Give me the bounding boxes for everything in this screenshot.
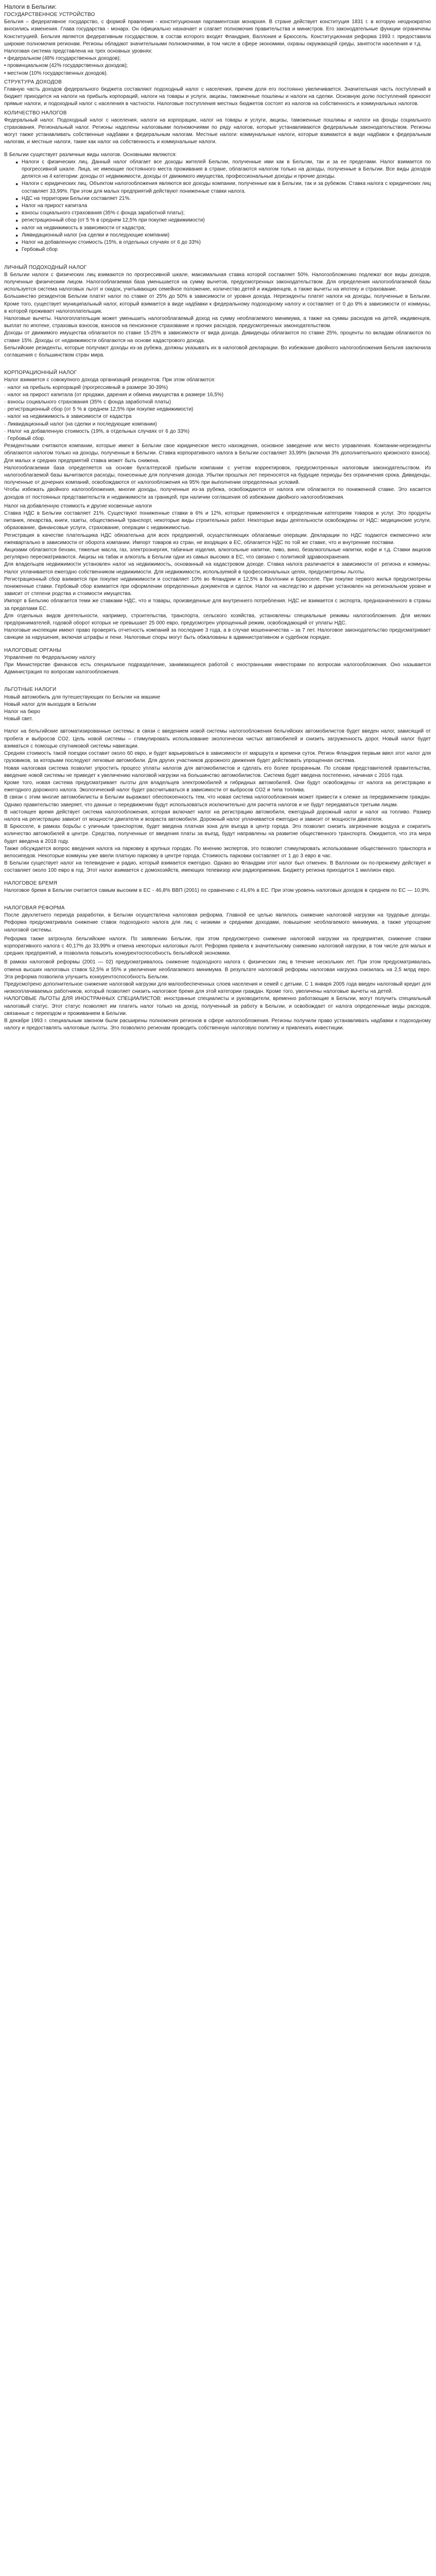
- paragraph: Реформа также затронула бельгийские налоги. По заявлению Бельгии, при этом предусмотрено снижение налоговой нагрузки на предприятия, снижение ставки корпоративного налога с 40,17% до 33,99% и отмена некоторых налоговых льгот. Реформа привела к значительному снижению налоговой нагрузки, в том числе для малых и средних предприятий, и позволила повысить конкурентоспособность бельгийской экономики.: [4, 936, 431, 957]
- paragraph: В Бельгии существует налог на телевидение и радио, который взимается ежегодно. Однако во Фландрии этот налог был отменен. В Валлонии он по-прежнему действует и составляет около 100 евро в год. Этот налог взимается с домохозяйств, имеющих телевизор или радиоприемник. Бюджету региона приходится 1 миллион евро.: [4, 860, 431, 874]
- paragraph: В связи с этим многие автомобилисты в Бельгии выражают обеспокоенность тем, что новая система налогообложения может привести к слежке за передвижением граждан. Однако правительство заверяет, что данные о передвижении будут использоваться исключительно для расчета налогов и не будут передаваться третьим лицам.: [4, 794, 431, 808]
- paragraph: · Налог на добавленную стоимость (19%, в отдельных случаях от 6 до 33%): [4, 428, 190, 434]
- list-item-text: Налог на добавленную стоимость (15%, в отдельных случаях от 6 до 33%): [22, 240, 201, 246]
- list-item: • провинциальном (42% государственных доходов);: [4, 63, 128, 69]
- paragraph: · налог на недвижимость в зависимости от кадастра: [4, 414, 132, 420]
- list-item-text: Налоги с физических лиц. Данный налог облагает все доходы жителей Бельгии, полученные ими как в Бельгии, так и за ее пределами. Налог взимается по прогрессивной шкале. Лица, не имеющие постоянного места проживания в стране, облагаются налогом только на доходы, полученные в Бельгии. Все виды доходов делятся на 4 категории: доходы от недвижимости, доходы от движимого имущества, профессиональные доходы и прочие доходы.: [22, 159, 431, 180]
- tax-types-list: [4, 159, 431, 254]
- paragraph: Предусмотрено дополнительное снижение налоговой нагрузки для малообеспеченных слоев населения и семей с детьми. С 1 января 2005 года введен налоговый кредит для низкооплачиваемых работников, который позволяет снизить налоговое бремя для этой категории граждан. Кроме того, увеличены налоговые вычеты на детей.: [4, 981, 431, 995]
- paragraph: В декабре 1993 г. специальным законом были расширены полномочия регионов в сфере налогообложения. Регионы получили право устанавливать надбавки к подоходному налогу и предоставлять налоговые льготы. Это позволило регионам проводить собственную налоговую политику и привлекать инвестиции.: [4, 1018, 431, 1031]
- paragraph: В Бельгии налоги с физических лиц взимаются по прогрессивной шкале, максимальная ставка которой составляет 50%. Налогообложению подлежат все виды доходов, полученные физическим лицом. Налогооблагаемая база уменьшается на сумму вычетов, предусмотренных законодательством. Для определения налогооблагаемой базы используется система налоговых льгот и скидок, учитывающих семейное положение, количество детей и иждивенцев, а также вычеты на ипотеку и страхование.: [4, 272, 431, 293]
- paragraph: · Ликвидационный налог (на сделки и последующие компании): [4, 421, 157, 427]
- bullet-icon: ●: [15, 218, 19, 224]
- article: [0, 0, 436, 1042]
- section-tax-reform: [4, 905, 431, 1032]
- list-item: • федеральном (48% государственных доходов);: [4, 56, 121, 62]
- paragraph: В настоящее время действует система налогообложения, которая включает налог на регистрацию автомобиля, ежегодный дорожный налог и налог на топливо. Размер налога на регистрацию зависит от мощности двигателя и возраста автомобиля. Дорожный налог уплачивается ежегодно и зависит от мощности двигателя.: [4, 809, 431, 822]
- paragraph: Налоговая система представлена на трех основных уровнях:: [4, 48, 153, 55]
- paragraph: Доходы от движимого имущества облагаются по ставке 15-25% в зависимости от вида дохода. Дивиденды облагаются по ставке 25%, проценты по вкладам облагаются по ставке 15%. Доходы от недвижимости облагаются на основе кадастрового дохода.: [4, 330, 431, 344]
- paragraph: Ставка НДС в Бельгии составляет 21%. Существуют пониженные ставки в 6% и 12%, которые применяются к определенным категориям товаров и услуг. Это продукты питания, лекарства, книги, газеты, общественный транспорт, некоторые виды строительных работ. Некоторые виды деятельности освобождены от НДС: медицинские услуги, образование, финансовые услуги, страхование, операции с недвижимостью.: [4, 511, 431, 531]
- section-income-structure: [4, 79, 431, 108]
- paragraph: Чтобы избежать двойного налогообложения, многие доходы, полученные из-за рубежа, освобождаются от налога или облагаются по пониженной ставке. Это касается доходов от постоянных представительств и недвижимости за границей, при наличии соглашения об избежании двойного налогообложения.: [4, 487, 431, 500]
- bullet-icon: ●: [15, 196, 19, 201]
- section-personal-income-tax: [4, 264, 431, 360]
- paragraph: Налог взимается с совокупного дохода организаций резидентов. При этом облагаются:: [4, 377, 216, 383]
- list-item: [15, 232, 431, 239]
- paragraph: Налог на бельгийские автоматизированные системы: в связи с введением новой системы налогообложения бельгийских автомобилистов будет введен налог, зависящий от пробега и выбросов CO2. Цель новой системы – стимулировать использование экологически чистых автомобилей и снизить загруженность дорог. Новый налог будет взиматься с помощью спутниковой системы навигации.: [4, 728, 431, 749]
- bullet-icon: ●: [15, 211, 19, 216]
- paragraph: Новая налоговая система позволит упростить процесс уплаты налогов для автомобилистов и сделать его более прозрачным. По словам представителей правительства, введение новой системы не приведет к увеличению налоговой нагрузки на большинство автомобилистов. Система будет введена постепенно, начиная с 2016 года.: [4, 765, 431, 778]
- paragraph: · регистрационный сбор (от 5 % в среднем 12,5% при покупке недвижимости): [4, 406, 194, 413]
- section-heading: СТРУКТУРА ДОХОДОВ: [4, 79, 62, 85]
- list-item-text: Ликвидационный налог (на сделки и последующие компании): [22, 232, 170, 238]
- section-heading: Налог на добавленную стоимость и другие косвенные налоги: [4, 503, 152, 509]
- list-item-text: Налоги с юридических лиц. Объектом налогообложения являются все доходы компании, полученные как в Бельгии, так и за рубежом. Ставка налога с юридических лиц составляет 33,99%. При этом для малых предприятий действуют пониженные ставки налога.: [22, 181, 431, 194]
- paragraph: Для владельцев недвижимости установлен налог на недвижимость, основанный на кадастровом доходе. Ставка налога различается в зависимости от региона и коммуны. Налог уплачивается ежегодно собственником недвижимости. Для недвижимости, используемой в профессиональных целях, предусмотрены льготы.: [4, 562, 431, 575]
- list-item-text: регистрационный сбор (от 5 % в среднем 12,5% при покупке недвижимости): [22, 217, 205, 224]
- paragraph: · налог на прирост капитала (от продажи, дарения и обмена имущества в размере 16,5%): [4, 392, 224, 398]
- section-tax-types: [4, 151, 431, 254]
- section-tax-burden: [4, 880, 431, 894]
- list-item-text: Налог на прирост капитала: [22, 203, 88, 209]
- section-heading: КОЛИЧЕСТВО НАЛОГОВ: [4, 110, 67, 116]
- section-vat: [4, 503, 431, 642]
- list-item: • местном (10% государственных доходов).: [4, 70, 108, 76]
- paragraph: Кроме того, новая система предусматривает льготы для владельцев электромобилей и гибридных автомобилей. Они будут освобождены от налога на регистрацию и ежегодного дорожного налога. Экологический налог будет рассчитываться в зависимости от выбросов CO2 и типа топлива.: [4, 779, 431, 793]
- list-item: [15, 202, 431, 210]
- list-item-text: Гербовый сбор: [22, 247, 58, 253]
- paragraph: Налоговые вычеты. Налогоплательщик может уменьшить налогооблагаемый доход на сумму необлагаемого минимума, а также на суммы расходов на детей, иждивенцев, выплат по ипотеке, страховых взносов, взносов на пенсионное страхование и прочих расходов, предусмотренных законодательством.: [4, 315, 431, 329]
- paragraph: Бельгия – федеративное государство, с формой правления - конституционная парламентская монархия. В стране действует конституция 1831 г. в которую неоднократно вносились изменения. Глава государства - монарх. Он официально назначает и слагает полномочия правительства и министров. Его законодательные функции ограничены Конституцией. Бельгия является федеративным государством, в состав которого входят Фландрия, Валлония и Брюссель. Конституционная реформа 1993 г. предоставила широкие полномочия регионам. Регионы обладают значительными полномочиями, в том числе в сфере экономики, охраны окружающей среды, занятости населения и т.д.: [4, 19, 431, 47]
- bullet-icon: ●: [15, 225, 19, 231]
- list-item: [15, 217, 431, 224]
- paragraph: При Министерстве финансов есть специальное подразделение, занимающееся работой с иностранными инвесторами по вопросам налогообложения. Оно называется Администрация по вопросам налогообложения.: [4, 662, 431, 675]
- section-heading: КОРПОРАЦИОННЫЙ НАЛОГ: [4, 370, 77, 376]
- bullet-icon: ●: [15, 240, 19, 246]
- list-item-text: налог на недвижимость в зависимости от кадастра;: [22, 225, 146, 231]
- paragraph: Налог на бюро: [4, 709, 40, 715]
- bullet-icon: ●: [15, 232, 19, 238]
- paragraph: Налогооблагаемая база определяется на основе бухгалтерской прибыли компании с учетом корректировок, предусмотренных налоговым законодательством. Из налогооблагаемой базы вычитаются расходы, понесенные для получения дохода. Убытки прошлых лет переносятся на будущие периоды без ограничения срока. Дивиденды, полученные от дочерних компаний, освобождаются от налогообложения на 95% при выполнении определенных условий.: [4, 465, 431, 486]
- section-tax-authorities: [4, 647, 431, 676]
- section-tax-count: [4, 110, 431, 146]
- paragraph: В Брюсселе, в рамках борьбы с уличным транспортом, будет введена платная зона для въезда в центр города. Это позволит снизить загрязнение воздуха и сократить количество автомобилей в центре. Средства, полученные от введения платы за въезд, будут направлены на развитие общественного транспорта. Ожидается, что эта мера будет введена в 2018 году.: [4, 824, 431, 844]
- paragraph: Налоговые инспекции имеют право проверять отчетность компаний за последние 3 года, а в случае мошенничества – за 7 лет. Налоговое законодательство предусматривает санкции за нарушения, включая штрафы и пени. Налоговые споры могут быть обжалованы в административном и судебном порядке.: [4, 628, 431, 641]
- paragraph: В Бельгии существует различные виды налогов. Основными являются:: [4, 151, 177, 158]
- section-heading: ГОСУДАРСТВЕННОЕ УСТРОЙСТВО: [4, 12, 95, 18]
- section-heading: ЛИЧНЫЙ ПОДОХОДНЫЙ НАЛОГ: [4, 264, 87, 270]
- paragraph: Бельгийские резиденты, которые получают доходы из-за рубежа, должны указывать их в налоговой декларации. Во избежание двойного налогообложения Бельгия заключила соглашения с большинством стран мира.: [4, 345, 431, 358]
- section-preferential-taxes: [4, 686, 431, 874]
- page-title: Налоги в Бельгии:: [4, 3, 57, 10]
- list-item: [15, 210, 431, 217]
- bullet-icon: ●: [15, 181, 19, 187]
- section-heading: НАЛОГОВЫЕ ОРГАНЫ: [4, 647, 62, 653]
- paragraph: Средняя стоимость такой поездки составит около 60 евро, и будет варьироваться в зависимости от маршрута и времени суток. Регион Фландрия первым ввел этот налог для грузовиков, за которыми последуют легковые автомобили. Для других участников дорожного движения будет действовать упрощенная система.: [4, 751, 431, 764]
- paragraph: Резидентными считаются компании, которые имеют в Бельгии свое юридическое место нахождения, основное заведение или место управления. Компании-нерезиденты облагаются налогом только на доходы, полученные в Бельгии. Ставка корпоративного налога в Бельгии составляет 33,99% (включая 3% дополнительного кризисного взноса). Для малых и средних предприятий ставка может быть снижена.: [4, 443, 431, 464]
- section-government: [4, 11, 431, 77]
- list-item: [15, 225, 431, 232]
- section-corporate-tax: [4, 369, 431, 501]
- bullet-icon: ●: [15, 204, 19, 209]
- paragraph: Новый автомобиль для путешествующих по Бельгии на машине: [4, 694, 161, 700]
- list-item: [15, 159, 431, 181]
- paragraph: Для отдельных видов деятельности, например, строительства, транспорта, сельского хозяйства, установлены специальные режимы налогообложения. Для мелких предпринимателей, годовой оборот которых не превышает 25 000 евро, предусмотрен упрощенный режим, освобождающий от уплаты НДС.: [4, 613, 431, 626]
- list-item: [15, 246, 431, 253]
- paragraph: Также обсуждается вопрос введения налога на парковку в крупных городах. По мнению экспертов, это позволит стимулировать использование общественного транспорта и велосипедов. Некоторые коммуны уже ввели платную парковку в центре города. Стоимость парковки составляет от 1 до 3 евро в час.: [4, 845, 431, 859]
- paragraph: · взносы социального страхования (35% с фонда заработной платы): [4, 399, 171, 405]
- paragraph: Налоговое бремя в Бельгии считается самым высоким в ЕС - 46,8% ВВП (2001) по сравнению с 41,6% в ЕС. При этом уровень налоговых доходов в среднем по ЕС — 10,9%.: [4, 887, 430, 893]
- paragraph: Управление по Федеральному налогу: [4, 654, 96, 660]
- tax-level-list: [4, 55, 431, 77]
- paragraph: Главную часть доходов федерального бюджета составляют подоходный налог с населения, причем доля его постоянно увеличивается. Значительная часть поступлений в бюджет приходится на налоги на прибыль корпораций, налоги на товары и услуги, акцизы, таможенные пошлины и налоги на сделки. Основную долю поступлений приносят прямые налоги, и подоходный налог с населения в частности. Налоговые поступления местных бюджетов состоят из налогов на собственность и коммунальных налогов.: [4, 87, 431, 107]
- paragraph: Импорт в Бельгию облагается теми же ставками НДС, что и товары, произведенные для внутреннего потребления. НДС не взимается с экспорта, предназначенного в страны за пределами ЕС.: [4, 598, 431, 612]
- paragraph: Новый свет.: [4, 716, 33, 722]
- bullet-icon: ●: [15, 159, 19, 165]
- list-item: [15, 195, 431, 202]
- section-heading: ЛЬГОТНЫЕ НАЛОГИ: [4, 687, 57, 693]
- paragraph: После двухлетнего периода разработки, в Бельгии осуществлена налоговая реформа. Главной ее целью являлось снижение налоговой нагрузки на трудовые доходы. Реформа предусматривала снижение ставок подоходного налога для лиц с низкими и средними доходами, повышение необлагаемого минимума, а также упрощение налоговой системы.: [4, 912, 431, 933]
- paragraph: Регистрационный сбор взимается при покупке недвижимости и составляет 10% во Фландрии и 12,5% в Валлонии и Брюсселе. При покупке первого жилья предусмотрены пониженные ставки. Гербовый сбор взимается при оформлении определенных документов и сделок. Налог на наследство и дарение установлен на региональном уровне и зависит от степени родства и стоимости имущества.: [4, 576, 431, 597]
- section-heading: НАЛОГОВОЕ БРЕМЯ: [4, 880, 58, 886]
- bullet-icon: ●: [15, 247, 19, 253]
- paragraph: · налог на прибыль корпораций (прогрессивный в размере 30-39%): [4, 384, 168, 391]
- section-heading: НАЛОГОВАЯ РЕФОРМА: [4, 905, 65, 911]
- paragraph: НАЛОГОВЫЕ ЛЬГОТЫ ДЛЯ ИНОСТРАННЫХ СПЕЦИАЛИСТОВ: иностранные специалисты и руководители, временно работающие в Бельгии, могут получить специальный налоговый статус. Этот статус позволяет им платить налог только на доход, полученный за работу в Бельгии, и освобождает от налога определенные виды расходов, связанные с переездом и проживанием в Бельгии.: [4, 996, 431, 1016]
- paragraph: Акцизами облагаются бензин, тяжелые масла, газ, электроэнергия, табачные изделия, алкогольные напитки, пиво, вино, безалкогольные напитки, кофе и т.д. Ставки акцизов регулярно пересматриваются. Акцизы на табак и алкоголь в Бельгии одни из самых высоких в ЕС, что связано с политикой здравоохранения.: [4, 547, 431, 561]
- paragraph: Новый налог для выходцев в Бельгии: [4, 701, 96, 707]
- list-item-text: НДС на территории Бельгии составляет 21%.: [22, 195, 131, 201]
- paragraph: · Гербовый сбор.: [4, 435, 45, 442]
- paragraph: Федеральный налог. Подоходный налог с населения, налоги на корпорации, налог на товары и услуги, акцизы, таможенные пошлины и налоги на фонды социального страхования. Региональный налог. Регионы наделены налоговыми полномочиями по ряду налогов, которые устанавливаются федеральным законодательством. Регионы могут также устанавливать собственные надбавки к федеральным налогам. Местные налоги: коммунальные налоги, которые взимаются в виде надбавок к федеральным налогам, и местные налоги, такие как налог на собственность и коммунальные налоги.: [4, 117, 431, 145]
- list-item: [15, 180, 431, 195]
- paragraph: В рамках налоговой реформы (2001 — 02) предусматривалось снижение подоходного налога с физических лиц в течение нескольких лет. При этом предусматривалась отмена высших налоговых ставок 52,5% и 55% и увеличение необлагаемого минимума. В результате налоговой реформы налоговая нагрузка снизилась на 2,5 млрд евро. Эта реформа позволила улучшить конкурентоспособность Бельгии.: [4, 959, 431, 980]
- list-item-text: взносы социального страхования (35% с фонда заработной платы);: [22, 210, 185, 216]
- paragraph: Большинство резидентов Бельгии платят налог по ставке от 25% до 50% в зависимости от уровня дохода. Нерезиденты платят налоги на доходы, полученные в Бельгии. Кроме того, существует муниципальный налог, который взимается в виде надбавки к федеральному подоходному налогу и составляет от 0 до 9% в зависимости от коммуны, в которой проживает налогоплательщик.: [4, 294, 431, 314]
- list-item: [15, 239, 431, 246]
- paragraph: Регистрация в качестве плательщика НДС обязательна для всех предприятий, осуществляющих облагаемые операции. Декларации по НДС подаются ежемесячно или ежеквартально в зависимости от оборота компании. Импорт товаров из стран, не входящих в ЕС, облагается НДС по той же ставке, что и внутренние поставки.: [4, 532, 431, 546]
